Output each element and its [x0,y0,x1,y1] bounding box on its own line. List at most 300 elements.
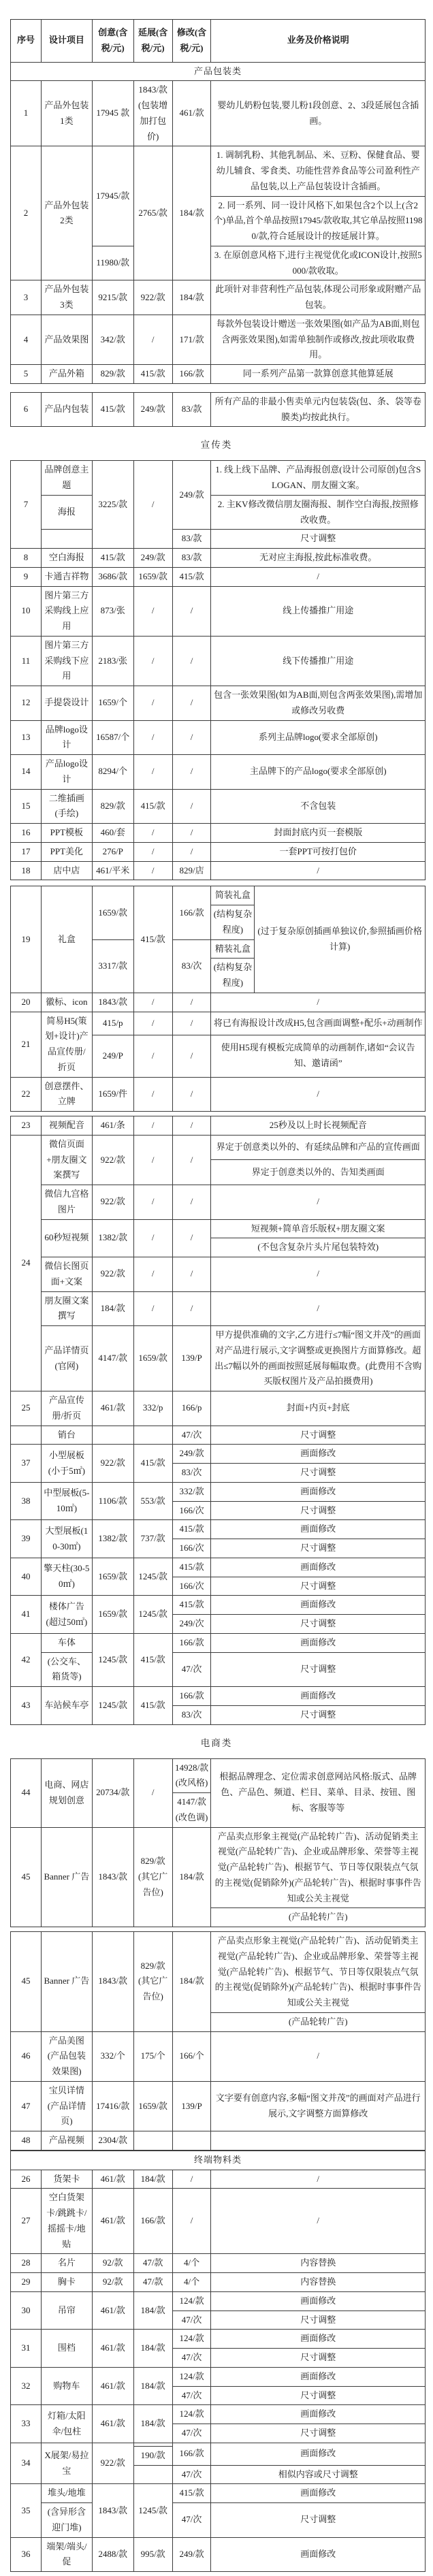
table-cell: 17416/款 [92,2081,133,2131]
table-cell: 184/款 [92,1291,133,1326]
table-cell: 简易H5(策划+设计)产品宣传册/折页 [41,1012,92,1077]
table-cell: 相似内容或尺寸调整 [211,2465,426,2484]
table-cell: 415/款 [172,2484,211,2503]
table-cell: 124/款 [172,2405,211,2424]
table-row [11,62,426,81]
table-row [11,2291,426,2311]
table-cell: 1843/款 [92,1827,133,1927]
table-cell: 大型展板(10-30㎡) [41,1520,92,1558]
table-cell: 8 [11,549,42,568]
table-cell: / [211,2170,426,2189]
table-cell: 宝贝详情(产品详情页) [41,2081,92,2131]
table-cell: 尺寸调整 [211,1652,426,1687]
table-cell: 画面修改 [211,2330,426,2349]
table-cell: 2 [11,146,42,280]
table-cell: 货架卡 [41,2170,92,2189]
table-cell: 47/款 [133,2273,172,2292]
table-cell: / [172,1185,211,1220]
table-row [11,461,426,496]
table-cell: 同一系列产品第一款算创意其他算延展 [211,365,426,384]
table-cell: 83/款 [172,530,211,549]
table-cell: 画面修改 [211,2367,426,2386]
table-cell: 一套PPT可按打包价 [211,842,426,861]
table-cell: 47/次 [172,2386,211,2405]
table-cell: 332/个 [92,2031,133,2081]
table-cell: 47/次 [172,2349,211,2368]
table-cell: 829/款 [92,789,133,824]
table-cell: 3. 在原创意风格下,进行主视觉优化或ICON设计,按照5000/款收取。 [211,246,426,280]
table-row [11,1687,426,1706]
table-cell: 1843/款 [92,1932,133,2032]
table-cell: 画面修改 [211,2443,426,2465]
table-cell: 产品卖点形象主视觉(产品轮转广告)、活动促销类主视觉(产品轮转广告)、企业或品牌形象、荣誉等主视觉(产品轮转广告)、根据节气、节日等仅限装点气氛的主视觉(促销除外)(产品轮转广告)、根据时事事件告知或公关主视觉 [211,1932,426,2013]
table-cell: 内容替换 [211,2273,426,2292]
table-cell: 5 [11,365,42,384]
table-cell: 品牌logo设计 [41,720,92,755]
table-cell: 829/款(其它广告位) [133,1932,172,2032]
table-cell: 购物车 [41,2367,92,2405]
table-cell: 18 [11,861,42,880]
table-cell: / [133,586,172,636]
table-cell: 不含包装 [211,789,426,824]
table-cell: 将已有海报设计改成H5,包含画面调整+配乐+动画制作 [211,1012,426,1035]
table-cell: 中型展板(5-10㎡) [41,1482,92,1520]
table-cell: 画面修改 [211,2484,426,2503]
table-cell [211,2131,426,2151]
table-cell: 43 [11,1687,42,1725]
table-row [11,2031,426,2081]
table-cell: 332/p [133,1391,172,1426]
table-cell: / [211,2189,426,2254]
table-cell: 166/款 [172,1633,211,1652]
table-cell: 1843/款 [92,993,133,1012]
column-header: 延展(含税/元) [133,20,172,63]
table-row [11,1077,426,1112]
table-row [11,2151,426,2170]
table-cell: / [133,842,172,861]
table-cell: 11980/款 [92,246,133,280]
table-cell [133,1426,172,1445]
table-cell: 1659/个 [92,686,133,721]
table-cell: 922/款 [92,1445,133,1483]
table-cell: 1 [11,81,42,146]
table-cell: 249/次 [172,1615,211,1634]
table-cell: 184/款 [133,2405,172,2443]
table-cell: 13 [11,720,42,755]
table-cell: 47/款 [133,2254,172,2273]
table-cell: 灯箱/太阳伞/包柱 [41,2405,92,2443]
table-cell: 45 [11,1932,42,2032]
table-row [11,1633,426,1652]
table-cell: 界定于创意类以外的、告知类画面 [211,1160,426,1185]
table-cell: 视频配音 [41,1116,92,1136]
table-cell: 171/款 [172,315,211,364]
table-cell: 37 [11,1445,42,1483]
table-cell: 461/条 [92,1116,133,1136]
table-cell: 画面修改 [211,1687,426,1706]
table-row [11,280,426,315]
table-cell: / [133,993,172,1012]
table-cell: 朋友圈文案撰写 [41,1291,92,1326]
table-cell: 尺寸调整 [211,2386,426,2405]
table-cell: 1659/款 [92,886,133,939]
table-cell: 2. 同一系列、同一设计风格下,如果包含2个以上(含2个)单品,首个单品按照17945/款收取,其它单品按照11980/款,符合延展设计的按延展计算。 [211,196,426,246]
table-cell: 画面修改 [211,1520,426,1539]
table-cell: / [133,1135,172,1185]
table-cell: 名片 [41,2254,92,2273]
table-cell: 29 [11,2273,42,2292]
table-row [11,392,426,427]
table-cell: 围档 [41,2330,92,2368]
table-cell: 1659/款 [92,1596,133,1634]
table-cell: 34 [11,2443,42,2484]
table-cell: 184/款 [172,1827,211,1927]
table-cell: 249/款 [133,549,172,568]
table-row [11,1596,426,1615]
table-cell: 32 [11,2367,42,2405]
table-cell: 1245/款 [133,2484,172,2537]
table-cell: 42 [11,1633,42,1686]
table-cell: 1245/款 [133,1596,172,1634]
table-row [11,1426,426,1445]
table-cell: / [172,2170,211,2189]
table-cell: 124/款 [172,2291,211,2311]
table-cell: 166/款 [133,2189,172,2254]
table-cell: 14 [11,755,42,790]
table-cell: 47/次 [172,2503,211,2538]
table-cell: 12 [11,686,42,721]
table-cell: 47/次 [172,1652,211,1687]
table-cell: 15 [11,789,42,824]
table-cell: 47/次 [172,2424,211,2443]
table-cell [133,2131,172,2151]
table-cell: 27 [11,2189,42,2254]
table-cell: 尺寸调整 [211,1705,426,1724]
table-cell: 184/款 [172,280,211,315]
table-cell: 1659/款 [92,1558,133,1596]
table-cell: 婴幼儿奶粉包装,婴儿粉1段创意、2、3段延展包含插画。 [211,81,426,146]
table-cell: 封面封底内页一套模版 [211,824,426,843]
table-cell: 16 [11,824,42,843]
section-heading: 电商类 [200,1737,233,1748]
table-cell [92,1426,133,1445]
table-cell: 产品效果图 [41,315,92,364]
table-cell: 461/款 [92,2367,133,2405]
column-header: 创意(含税/元) [92,20,133,63]
table-cell: / [211,993,426,1012]
table-cell: 线上传播推广用途 [211,586,426,636]
table-row [11,530,426,549]
table-cell: 1245/款 [92,1633,133,1686]
table-cell: 界定于创意类以外的、有延续品牌和产品的宣传画面 [211,1135,426,1160]
table-cell [41,530,92,549]
table-cell: 332/款 [172,1482,211,1501]
table-cell: 2183/张 [92,636,133,686]
table-cell: 1106/款 [92,1482,133,1520]
table-cell: 24 [11,1135,42,1391]
packaging-table [10,19,426,384]
table-cell: 吊帘 [41,2291,92,2330]
table-cell: 38 [11,1482,42,1520]
table-cell: 1659/款 [133,1326,172,1391]
table-cell: / [133,461,172,549]
table-cell: 创意摆件、立牌 [41,1077,92,1112]
table-cell: 手提袋设计 [41,686,92,721]
table-cell: / [172,824,211,843]
table-cell: 47/次 [172,2465,211,2484]
table-cell: 图片第三方采购线下应用 [41,636,92,686]
table-cell: 25 [11,1391,42,1426]
table-cell: 尺寸调整 [211,1615,426,1634]
table-cell: 产品美图(产品包装效果图) [41,2031,92,2081]
table-cell: / [172,586,211,636]
table-cell: 3686/款 [92,567,133,586]
table-cell: 31 [11,2330,42,2368]
table-cell: 922/款 [92,1257,133,1292]
table-row [11,2443,426,2446]
table-cell: 1659/款 [133,2081,172,2131]
table-cell: 1245/款 [92,1687,133,1725]
table-cell: 995/款 [133,2537,172,2572]
table-cell: 2304/款 [92,2131,133,2151]
table-cell: 553/款 [133,1482,172,1520]
table-cell: (产品轮转广告) [211,1908,426,1927]
table-cell: / [172,686,211,721]
table-cell: / [211,567,426,586]
table-cell: / [133,1185,172,1220]
table-cell: 461/平米 [92,861,133,880]
table-cell: 461/款 [92,2405,133,2443]
table-cell: 画面修改 [211,1445,426,1464]
table-cell: 系列主品牌logo(要求全部原创) [211,720,426,755]
table-cell: / [133,1012,172,1035]
table-row [11,2330,426,2349]
table-cell: 主品牌下的产品logo(要求全部原创) [211,755,426,790]
table-cell: 922/款 [92,1185,133,1220]
table-cell: 17945 款 [92,81,133,146]
table-cell: / [133,720,172,755]
table-cell: 徽标、icon [41,993,92,1012]
table-cell: 1245/款 [133,1558,172,1596]
table-cell: / [172,842,211,861]
table-cell: / [172,993,211,1012]
table-row [11,1932,426,2013]
table-cell: 184/款 [172,146,211,280]
terminal-materials-table [10,2151,426,2572]
table-cell: 8294/个 [92,755,133,790]
table-cell: 829/款 [92,365,133,384]
table-cell: 2765/款 [133,146,172,280]
section-banner: 终端物料类 [11,2151,426,2170]
table-row [11,789,426,824]
table-cell: 342/款 [92,315,133,364]
table-cell: / [172,1135,211,1185]
table-cell: 461/款 [92,2330,133,2368]
table-cell: 415/款 [172,1596,211,1615]
table-cell: 461/款 [92,1391,133,1426]
table-cell: 166/次 [172,1539,211,1558]
table-cell: 所有产品的非最小售卖单元内包装袋(包、条、袋等卷膜类)均按此执行。 [211,392,426,427]
table-cell: 画面修改 [211,2405,426,2424]
table-cell: 每款外包装设计赠送一张效果图(如产品为AB面,则包含两张效果图),如需单独制作或修改,按此项收取费用。 [211,315,426,364]
table-row [11,146,426,196]
table-cell: 产品内包装 [41,392,92,427]
table-cell: 415/款 [92,392,133,427]
table-cell: (结构复杂程度) [211,905,255,940]
table-cell: / [133,824,172,843]
table-cell: 产品视频 [41,2131,92,2151]
table-row [11,1326,426,1391]
table-cell: 1382/款 [92,1219,133,1257]
column-header: 修改(含税/元) [172,20,211,63]
table-cell: / [133,861,172,880]
table-cell: 尺寸调整 [211,1426,426,1445]
table-cell: 尺寸调整 [211,2503,426,2538]
table-cell: 249/款 [172,461,211,530]
table-cell: 190/款 [133,2446,172,2465]
table-cell: / [172,1116,211,1136]
table-cell: 60秒短视频 [41,1219,92,1257]
table-row [11,1391,426,1426]
table-cell: 销台 [41,1426,92,1445]
table-cell: / [133,1077,172,1112]
table-cell: 415/款 [133,365,172,384]
table-cell: 23 [11,1116,42,1136]
table-cell: / [133,1257,172,1292]
table-cell: 6 [11,392,42,427]
table-cell: 44 [11,1758,42,1827]
table-cell: 737/款 [133,1520,172,1558]
table-row [11,495,426,530]
table-cell: / [211,2031,426,2081]
table-cell: 11 [11,636,42,686]
table-cell: 线下传播推广用途 [211,636,426,686]
table-cell: 139/P [172,2081,211,2131]
table-cell: 20 [11,993,42,1012]
table-row [11,2537,426,2572]
table-cell: Banner 广告 [41,1827,92,1927]
table-cell: 36 [11,2537,42,2572]
table-cell: 此项针对非营利性产品包装,体现公司形象或附赠产品包装。 [211,280,426,315]
table-cell: / [172,1219,211,1257]
table-row [11,1219,426,1238]
table-cell: 4147/款(改色调) [172,1793,211,1828]
table-cell: 33 [11,2405,42,2443]
table-cell: 内容替换 [211,2254,426,2273]
table-cell: 画面修改 [211,2537,426,2572]
table-cell: 461/款 [172,81,211,146]
table-cell [133,2465,172,2484]
table-cell: 画面修改 [211,1633,426,1652]
table-cell: / [133,1219,172,1257]
table-cell: 415/款 [172,567,211,586]
table-cell: 415/款 [133,1687,172,1725]
table-cell: 166/p [172,1391,211,1426]
table-cell: 17945/款 [92,146,133,246]
table-cell: 92/款 [92,2254,133,2273]
column-header: 业务及价格说明 [211,20,426,63]
table-row [11,886,426,905]
table-cell: 礼盒 [41,886,92,993]
table-row [11,824,426,843]
table-cell: 92/款 [92,2273,133,2292]
table-cell: 83/次 [172,1464,211,1483]
promo-table [10,460,426,880]
table-cell: / [172,2189,211,2254]
table-row [11,586,426,636]
table-cell: 3 [11,280,42,315]
table-cell: (过于复杂原创插画单独议价,参照插画价格计算) [255,886,426,993]
table-cell: 16587/个 [92,720,133,755]
table-cell: 460/套 [92,824,133,843]
ecommerce-table-1 [10,1758,426,1928]
table-cell: 9215/款 [92,280,133,315]
table-cell: 1382/款 [92,1520,133,1558]
table-cell: 21 [11,1012,42,1077]
table-cell: PPT模板 [41,824,92,843]
column-header: 序号 [11,20,42,63]
table-cell: 166/款 [172,886,211,939]
table-cell: 产品卖点形象主视觉(产品轮转广告)、活动促销类主视觉(产品轮转广告)、企业或品牌形象、荣誉等主视觉(产品轮转广告)、根据节气、节日等仅限装点气氛的主视觉(促销除外)(产品轮转广告)、根据时事事件告知或公关主视觉 [211,1827,426,1908]
table-cell: 尺寸调整 [211,2349,426,2368]
table-row [11,2189,426,2254]
table-cell: 1. 线上线下品牌、产品海报创意(设计公司原创)包含SLOGAN、朋友圈文案。 [211,461,426,496]
table-cell: 249/P [92,1035,133,1077]
table-cell: 4/个 [172,2273,211,2292]
table-cell: 922/款 [92,2443,133,2484]
table-row [11,1116,426,1136]
table-cell: 166/款 [172,1687,211,1706]
giftbox-table [10,886,426,1112]
table-cell: 画面修改 [211,1596,426,1615]
table-cell: 尺寸调整 [211,1464,426,1483]
table-cell: / [211,1185,426,1220]
table-cell: 画面修改 [211,1482,426,1501]
table-row [11,993,426,1012]
ecommerce-table-2 [10,1931,426,2151]
table-cell: 端架/端头/促 [41,2537,92,2572]
table-gap [0,880,433,886]
table-cell: 415/款 [172,1520,211,1539]
table-cell: 车体 [41,1633,92,1652]
table-cell: 184/款 [133,2170,172,2189]
table-cell: 166/款 [172,2443,211,2465]
table-cell: / [211,1257,426,1292]
table-cell: 10 [11,586,42,636]
table-row [11,2170,426,2189]
table-cell: 415/款 [92,549,133,568]
table-cell: 28 [11,2254,42,2273]
table-cell: 26 [11,2170,42,2189]
table-cell: 124/款 [172,2367,211,2386]
table-cell: (含异形含迎门堆) [41,2503,92,2538]
table-cell: 124/款 [172,2330,211,2349]
table-cell: (不包含复杂片头片尾包装特效) [211,1238,426,1257]
table-cell [11,1426,42,1445]
table-cell: 图片第三方采购线上应用 [41,586,92,636]
table-cell: 电商、网店规划创意 [41,1758,92,1827]
table-gap [0,384,433,392]
table-cell: 139/P [172,1326,211,1391]
table-cell: / [133,686,172,721]
table-cell: / [172,1035,211,1077]
table-row [11,567,426,586]
table-cell: / [211,861,426,880]
table-cell: 精装礼盒 [211,939,255,959]
table-row [11,636,426,686]
table-cell: 829/款(其它广告位) [133,1827,172,1927]
table-cell: Banner 广告 [41,1932,92,2032]
